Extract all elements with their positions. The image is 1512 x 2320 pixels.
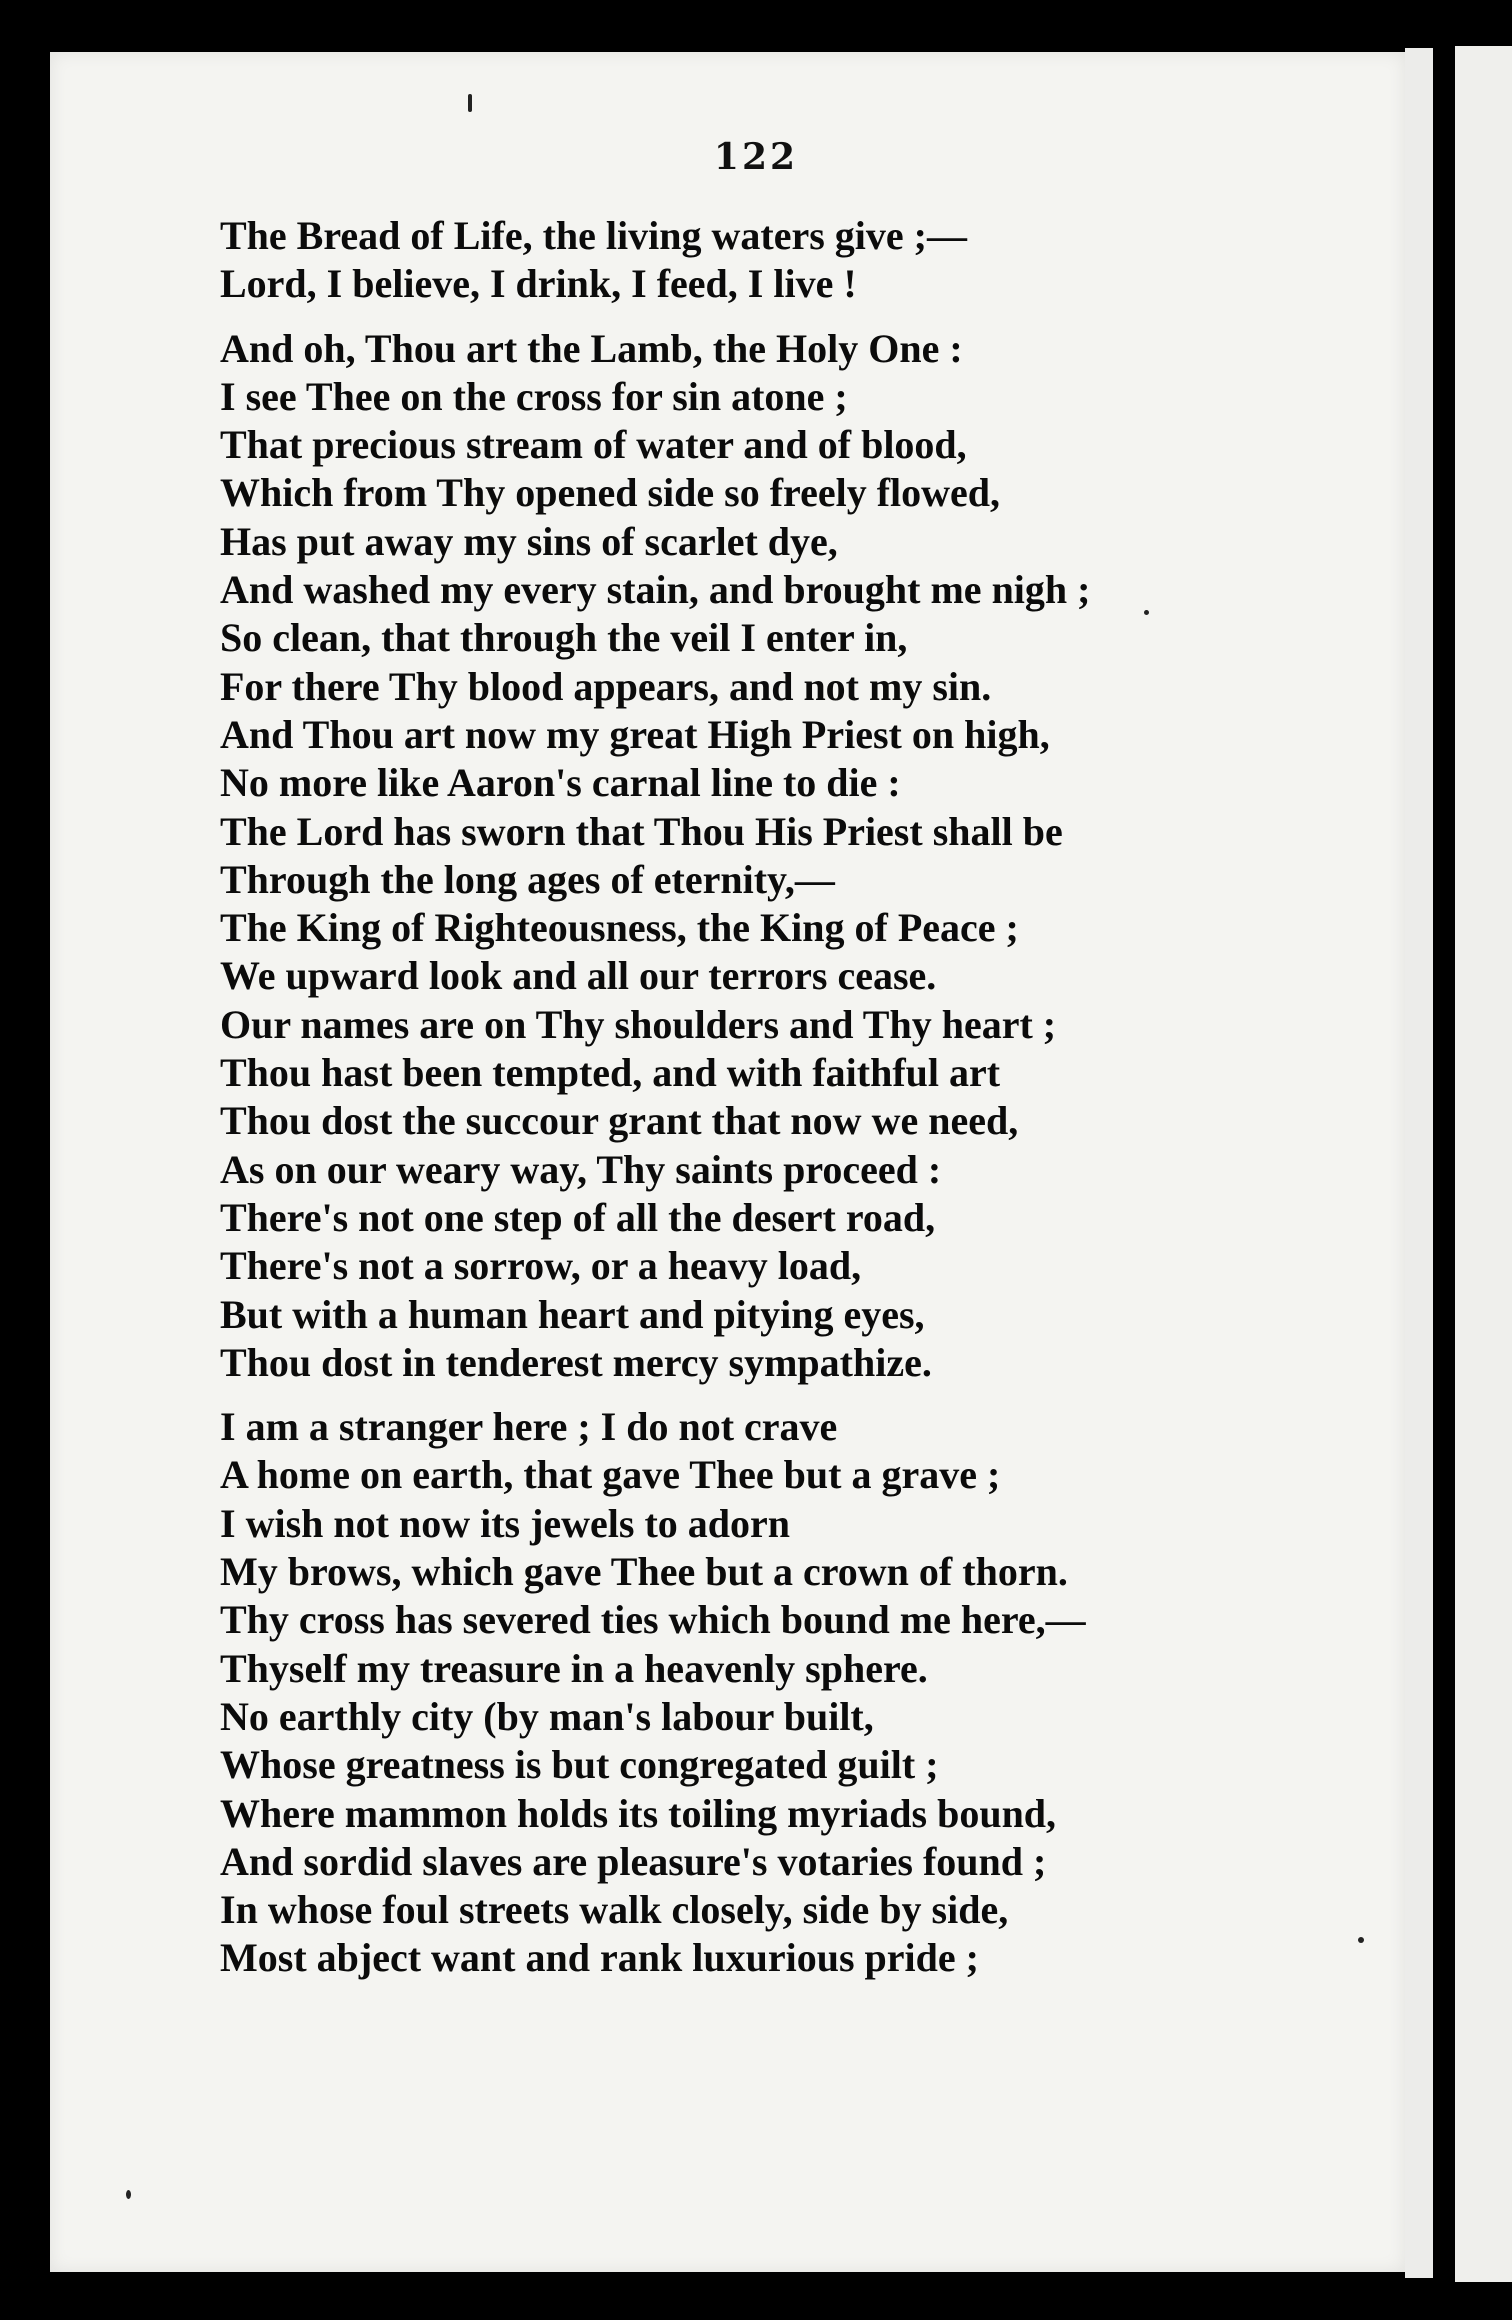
poem-line: The Lord has sworn that Thou His Priest shall be	[220, 808, 1063, 854]
poem-line: A home on earth, that gave Thee but a grave ;	[220, 1452, 1001, 1498]
poem-line: And Thou art now my great High Priest on high,	[220, 711, 1050, 757]
poem-line: The King of Righteousness, the King of Peace ;	[220, 905, 1019, 951]
poem-line: Has put away my sins of scarlet dye,	[220, 518, 838, 564]
poem-line: In whose foul streets walk closely, side by side,	[220, 1887, 1009, 1933]
poem-line: Thou dost in tenderest mercy sympathize.	[220, 1339, 932, 1385]
poem-line: And washed my every stain, and brought me nigh ;	[220, 567, 1091, 613]
poem-line: For there Thy blood appears, and not my sin.	[220, 663, 992, 709]
poem-line: But with a human heart and pitying eyes,	[220, 1291, 925, 1337]
poem-line: And sordid slaves are pleasure's votaries found ;	[220, 1838, 1047, 1884]
page-number: 122	[713, 136, 799, 178]
poem-text	[220, 212, 1370, 1983]
poem-line: Most abject want and rank luxurious pride ;	[220, 1935, 979, 1981]
stanza	[220, 325, 1370, 1388]
poem-line: Where mammon holds its toiling myriads bound,	[220, 1790, 1057, 1836]
poem-line: The Bread of Life, the living waters give ;—	[220, 213, 967, 258]
dust-speck	[126, 2190, 131, 2199]
poem-line: Lord, I believe, I drink, I feed, I live !	[220, 261, 857, 307]
poem-line: Which from Thy opened side so freely flowed,	[220, 470, 1001, 516]
poem-line: No more like Aaron's carnal line to die :	[220, 760, 901, 806]
stanza	[220, 1403, 1370, 1983]
page-right-edge	[1405, 48, 1433, 2278]
stanza	[220, 212, 1370, 309]
poem-line: Our names are on Thy shoulders and Thy heart ;	[220, 1001, 1057, 1047]
poem-line: And oh, Thou art the Lamb, the Holy One :	[220, 325, 963, 371]
adjacent-page-edge	[1455, 46, 1512, 2282]
poem-line: Thy cross has severed ties which bound me here,—	[220, 1597, 1086, 1643]
poem-line: There's not a sorrow, or a heavy load,	[220, 1243, 862, 1289]
poem-line: I am a stranger here ; I do not crave	[220, 1404, 838, 1450]
poem-line: As on our weary way, Thy saints proceed :	[220, 1146, 942, 1192]
poem-line: Through the long ages of eternity,—	[220, 856, 835, 902]
poem-line: We upward look and all our terrors cease.	[220, 953, 937, 999]
poem-line: Thou dost the succour grant that now we need,	[220, 1098, 1019, 1144]
poem-line: I see Thee on the cross for sin atone ;	[220, 373, 848, 419]
poem-line: Whose greatness is but congregated guilt ;	[220, 1742, 939, 1788]
poem-line: There's not one step of all the desert road,	[220, 1194, 936, 1240]
poem-line: My brows, which gave Thee but a crown of thorn.	[220, 1549, 1068, 1595]
poem-line: Thou hast been tempted, and with faithful art	[220, 1050, 1001, 1096]
dust-speck	[468, 94, 472, 112]
poem-line: So clean, that through the veil I enter in,	[220, 615, 908, 661]
poem-line: I wish not now its jewels to adorn	[220, 1500, 791, 1546]
poem-line: That precious stream of water and of blood,	[220, 422, 967, 468]
poem-line: No earthly city (by man's labour built,	[220, 1693, 874, 1739]
poem-line: Thyself my treasure in a heavenly sphere.	[220, 1645, 928, 1691]
page-gutter	[1433, 40, 1455, 2290]
